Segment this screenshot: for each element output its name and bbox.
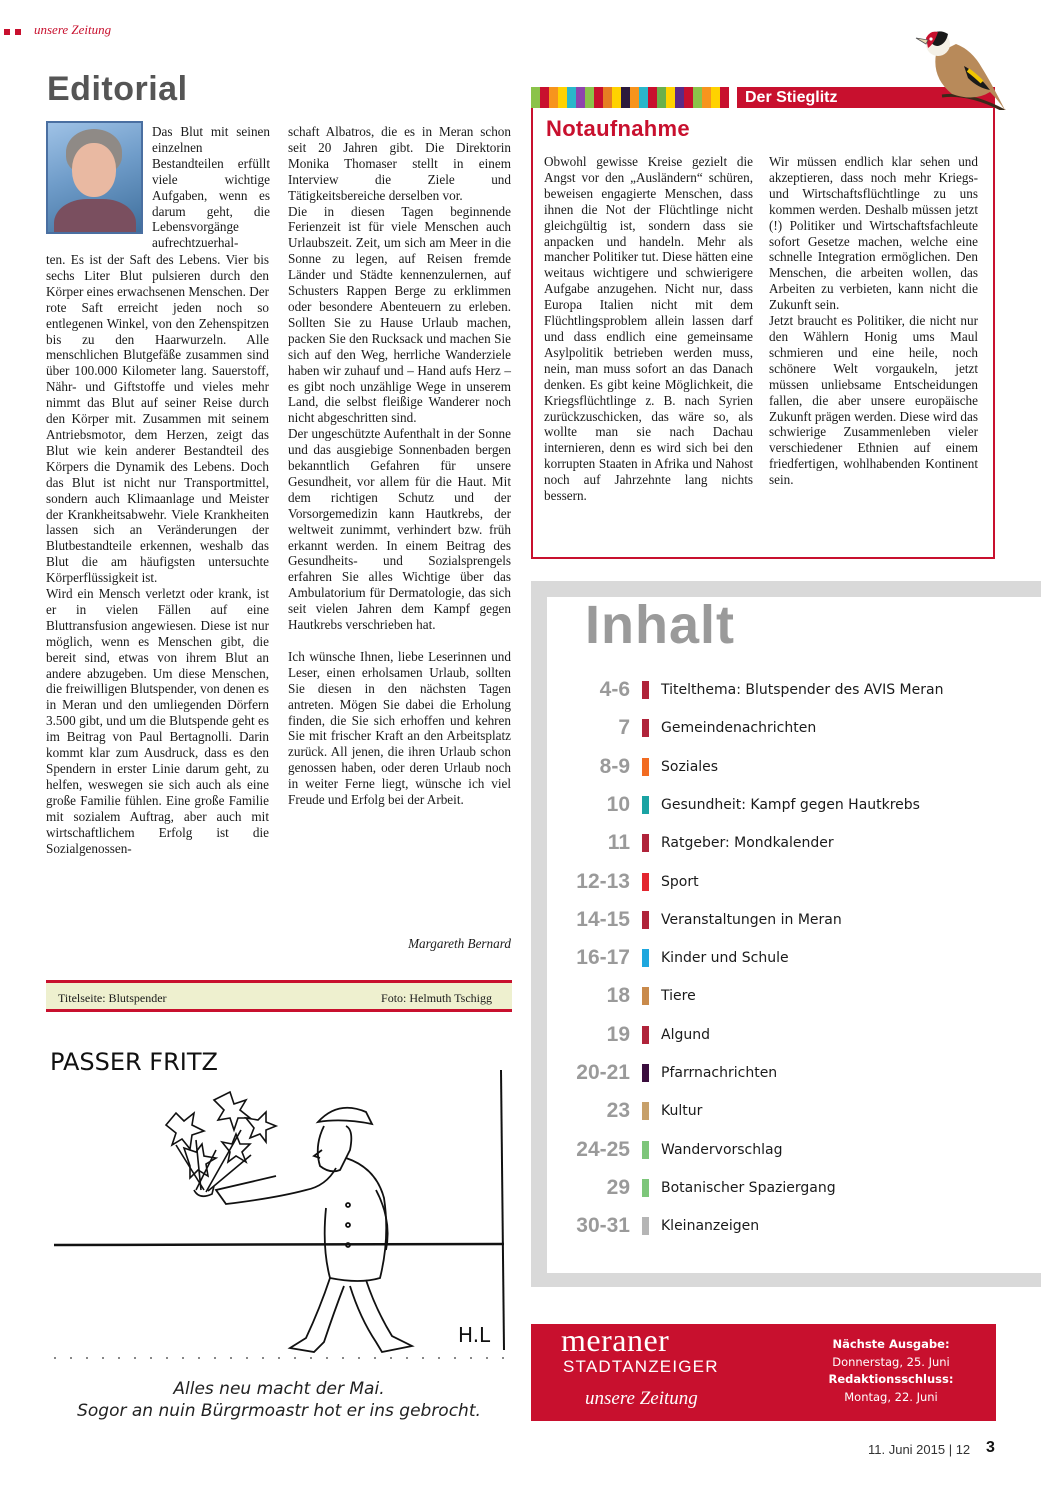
issue-info [806, 1336, 976, 1406]
color-stripe [684, 87, 693, 108]
toc-item[interactable] [547, 1173, 1041, 1203]
color-stripe [558, 87, 567, 108]
toc-item[interactable] [547, 981, 1041, 1011]
toc-color-marker [642, 1102, 649, 1120]
toc-label: Soziales [661, 758, 719, 775]
color-stripe [720, 87, 729, 108]
toc-page-number: 29 [606, 1175, 630, 1199]
toc-color-marker [642, 719, 649, 737]
stieglitz-column-1: Obwohl gewisse Kreise gezielt die Angst vor den „Ausländern“ schüren, beweisen engagierte Menschen, dass ihnen die Not der Flüchtlinge nicht gleichgültig ist, sondern dass sie anpacken und handeln. Mehr als mancher Politiker tut. Diese hätten eine weitaus wichtigere und schwierigere Aufgabe anzugehen. Nicht nur, dass Europa Italien nicht mit dem Flüchtlingsproblem allein lassen darf und dass endlich eine gemeinsame Asylpolitik betrieben werden muss, nein, man muss sofort an das Danach denken. Es gibt keine Möglichkeit, die Kriegsflüchtlinge z. B. nach Syrien zurückzuschicken, das wäre so, als wollte man sie nach Dachau internieren, denn es wird sich bei den korrupten Staaten in Afrika und Nahost noch auf Jahrzehnte lang nichts bessern. [544, 154, 753, 504]
color-stripe [540, 87, 549, 108]
deadline-label: Redaktionsschluss: [828, 1372, 954, 1386]
toc-color-marker [642, 834, 649, 852]
color-stripe [639, 87, 648, 108]
color-stripe [630, 87, 639, 108]
toc-item[interactable] [547, 675, 1041, 705]
color-stripe [567, 87, 576, 108]
editorial-paragraph: schaft Albatros, die es in Meran schon seit 20 Jahren gibt. Die Direktorin Monika Thomaser stellt in einem Interview die Ziele und Tätigkeitsbereiche derselben vor. [288, 124, 511, 203]
toc-label: Veranstaltungen in Meran [661, 911, 842, 928]
toc-color-marker [642, 758, 649, 776]
toc-page-number: 12-13 [576, 869, 630, 893]
toc-color-marker [642, 1217, 649, 1235]
toc-label: Kinder und Schule [661, 950, 789, 967]
toc-page-number: 16-17 [576, 946, 630, 970]
toc-item[interactable] [547, 1096, 1041, 1126]
toc-label: Kleinanzeigen [661, 1218, 760, 1235]
toc-label: Gemeindenachrichten [661, 720, 817, 737]
stieglitz-label: Der Stieglitz [745, 89, 838, 106]
goldfinch-illustration [912, 14, 1012, 110]
cartoon-initials: H.L [458, 1323, 491, 1347]
cartoon-caption-line: Sogor an nuin Bürgrmoastr hot er ins gebrocht. [77, 1401, 481, 1421]
editorial-paragraph: Wird ein Mensch verletzt oder krank, ist er in vielen Fällen auf eine Bluttransfusion angewiesen. Diese ist nur möglich, wenn es Menschen gibt, die bereit sind, etwas von ihrem Blut an andere abzugeben. Um diese Menschen, die freiwilligen Blutspender, von denen es in Meran und den umliegenden Dörfern 3.500 gibt, und um die Blutspende geht es im Beitrag von Paul Bertagnolli. Darin kommt klar zum Ausdruck, dass es den Spendern in erster Linie darum geht, zu helfen, weswegen sie sich auch als eine große Familie fühlen. Eine große Familie mit sozialem Auftrag, aber auch mit wirtschaftlichem Erfolg ist die Sozialgenossen- [46, 586, 269, 856]
toc-item[interactable] [547, 1211, 1041, 1241]
masthead-logo: unsere Zeitung [34, 22, 112, 37]
toc-page-number: 30-31 [576, 1214, 630, 1238]
toc-label: Gesundheit: Kampf gegen Hautkrebs [661, 796, 920, 813]
stieglitz-title: Notaufnahme [546, 116, 690, 141]
toc-label: Algund [661, 1026, 710, 1043]
page-number: 3 [986, 1439, 995, 1456]
editorial-paragraph: Ich wünsche Ihnen, liebe Leserinnen und Leser, einen erholsamen Urlaub, sollten Sie diesen in den nächsten Tagen antreten. Mögen Sie dabei die Erholung finden, die Sie sich erhoffen und kehren Sie mit frischer Kraft an den Arbeitsplatz zurück. All jenen, die ihren Urlaub schon genossen haben, oder deren Urlaub noch in weiter Ferne liegt, wünsche ich viel Freude und Erfolg bei der Arbeit. [288, 648, 511, 808]
color-stripe [576, 87, 585, 108]
color-stripe [675, 87, 684, 108]
cover-caption: Titelseite: Blutspender [58, 991, 167, 1005]
cartoon-caption [46, 1378, 512, 1422]
color-stripe [612, 87, 621, 108]
color-stripe [711, 87, 720, 108]
photo-credit-box [46, 980, 512, 1012]
toc-page-number: 4-6 [599, 678, 630, 701]
author-portrait [46, 121, 143, 234]
toc-item[interactable] [547, 867, 1041, 897]
editorial-column-2 [288, 124, 511, 808]
next-issue-label: Nächste Ausgabe: [832, 1337, 950, 1351]
color-stripes [531, 87, 729, 108]
stieglitz-column-2 [769, 154, 978, 488]
issue-date: 11. Juni 2015 | 12 [868, 1442, 971, 1457]
color-stripe [666, 87, 675, 108]
toc-label: Kultur [661, 1103, 703, 1120]
toc-color-marker [642, 796, 649, 814]
editorial-intro: Das Blut mit seinen einzelnen Bestandteilen erfüllt viele wichtige Aufgaben, wenn es darum geht, die Lebensvorgänge aufrechtzuerhal- [152, 124, 270, 251]
publisher-subtitle: STADTANZEIGER [563, 1357, 719, 1376]
toc-item[interactable] [547, 828, 1041, 858]
toc-color-marker [642, 873, 649, 891]
toc-color-marker [642, 1141, 649, 1159]
publisher-brand: meraner [561, 1322, 670, 1358]
deadline-date: Montag, 22. Juni [844, 1389, 938, 1404]
toc-page-number: 18 [606, 984, 630, 1008]
color-stripe [693, 87, 702, 108]
toc-page-number: 7 [618, 716, 630, 740]
toc-page-number: 8-9 [599, 754, 630, 778]
toc-title: Inhalt [585, 595, 735, 655]
photo-credit: Foto: Helmuth Tschigg [381, 991, 492, 1005]
toc-color-marker [642, 987, 649, 1005]
toc-item[interactable] [547, 752, 1041, 782]
toc-color-marker [642, 681, 649, 699]
toc-item[interactable] [547, 713, 1041, 743]
color-stripe [549, 87, 558, 108]
masthead-square [15, 29, 21, 35]
cartoon-caption-line: Alles neu macht der Mai. [173, 1379, 385, 1399]
toc-color-marker [642, 1064, 649, 1082]
color-stripe [531, 87, 540, 108]
color-stripe [702, 87, 711, 108]
toc-label: Botanischer Spaziergang [661, 1179, 836, 1196]
toc-page-number: 24-25 [576, 1137, 630, 1161]
toc-label: Ratgeber: Mondkalender [661, 835, 834, 852]
color-stripe [603, 87, 612, 108]
color-stripe [648, 87, 657, 108]
color-stripe [621, 87, 630, 108]
toc-label: Sport [661, 873, 699, 890]
color-stripe [594, 87, 603, 108]
toc-page-number: 20-21 [576, 1061, 630, 1084]
toc-label: Titelthema: Blutspender des AVIS Meran [661, 682, 944, 698]
toc-item[interactable] [547, 790, 1041, 820]
publisher-tagline: unsere Zeitung [585, 1388, 698, 1409]
next-issue-date: Donnerstag, 25. Juni [832, 1354, 950, 1369]
toc-color-marker [642, 1026, 649, 1044]
color-stripe [657, 87, 666, 108]
stieglitz-paragraph: Wir müssen endlich klar sehen und akzeptieren, dass noch mehr Kriegs- und Wirtschaftsflüchtlinge zu uns kommen werden. Deshalb müssen jetzt (!) Politiker und Wirtschaftsfachleute sofort Gesetze machen, welche eine schnelle Integration ermöglichen. Den Menschen, die arbeiten wollen, das Arbeiten zu verbieten, kann nicht die Zukunft sein. [769, 154, 978, 313]
editorial-signature: Margareth Bernard [408, 936, 511, 951]
toc-page-number: 23 [606, 1099, 630, 1123]
cartoon-title: PASSER FRITZ [50, 1048, 218, 1076]
toc-page-number: 14-15 [576, 907, 630, 931]
editorial-title: Editorial [47, 70, 188, 108]
color-stripe [585, 87, 594, 108]
toc-item[interactable] [547, 1058, 1041, 1088]
toc-page-number: 11 [607, 831, 630, 855]
editorial-paragraph: ten. Es ist der Saft des Lebens. Vier bis sechs Liter Blut pulsieren durch den Körper eines erwachsenen Menschen. Der rote Saft erreicht jeden noch so entlegenen Winkel, von den Zehenspitzen bis zu den Haarwurzeln. Alle menschlichen Blutgefäße zusammen sind über 100.000 Kilometer lang. Sauerstoff, Nähr- und Giftstoffe und vieles mehr nimmt das Blut auf seiner Reise durch den Körper mit. Zusammen mit seinem Antriebsmotor, dem Herzen, zeigt das Blut wie kein anderer Bestandteil des Körpers die Dynamik des Lebens. Doch das Blut ist nicht nur Transportmittel, sondern auch Klimaanlage und Meister der Krankheitsabwehr. Viele Krankheiten lassen sich an Veränderungen der Blutbestandteile erkennen, weshalb das Blut die am häufigsten untersuchte Körperflüssigkeit ist. [46, 252, 269, 586]
stieglitz-paragraph: Jetzt braucht es Politiker, die nicht nur den Wählern Honig ums Maul schmieren und eine heile, noch schönere Welt vorgaukeln, jetzt müssen unliebsame Entscheidungen fallen, die aber unsere europäische Zukunft prägen werden. Diese wird das schwierige Zusammenleben vieler verschiedener Ethnien auf einem friedfertigen, wohlhabenden Kontinent sein. [769, 313, 978, 488]
toc-item[interactable] [547, 905, 1041, 935]
toc-label: Pfarrnachrichten [661, 1065, 778, 1081]
toc-label: Wandervorschlag [661, 1141, 783, 1158]
toc-page-number: 10 [606, 792, 630, 816]
toc-color-marker [642, 911, 649, 929]
toc-item[interactable] [547, 1020, 1041, 1050]
editorial-paragraph: Der ungeschützte Aufenthalt in der Sonne und das ausgiebige Sonnenbaden bergen bekanntlich Gefahren für unsere Gesundheit, vor allem für die Haut. Mit dem richtigen Schutz und der Vorsorgemedizin kann Hautkrebs, der weltweit zunimmt, verhindert bzw. früh erkannt werden. In einem Beitrag des Gesundheits- und Sozialsprengels erfahren Sie alles Wichtige über das Ambulatorium für Dermatologie, das sich seit vielen Jahren dem Kampf gegen Hautkrebs verschrieben hat. [288, 426, 511, 633]
toc-page-number: 19 [606, 1022, 630, 1046]
toc-color-marker [642, 949, 649, 967]
toc-item[interactable] [547, 1135, 1041, 1165]
editorial-paragraph: Die in diesen Tagen beginnende Ferienzeit ist für viele Menschen auch Urlaubszeit. Zeit, um sich am Meer in die Sonne zu legen, auf Reisen fremde Länder und Städte kennenzulernen, auf Schusters Rappen Berge zu erklimmen oder besondere Abenteuern zu erleben. Sollten Sie zu Hause Urlaub machen, packen Sie den Rucksack und machen Sie sich auf den Weg, herrliche Wanderziele haben wir zuhauf und – Hand aufs Herz – es gibt noch unzählige Wege in unserem Land, die selbst fleißige Wanderer noch nicht abgeschritten sind. [288, 203, 511, 426]
masthead-square [4, 29, 10, 35]
editorial-column-1 [46, 252, 269, 856]
toc-item[interactable] [547, 943, 1041, 973]
toc-color-marker [642, 1179, 649, 1197]
toc-label: Tiere [661, 988, 696, 1005]
passer-fritz-cartoon [46, 1040, 512, 1370]
